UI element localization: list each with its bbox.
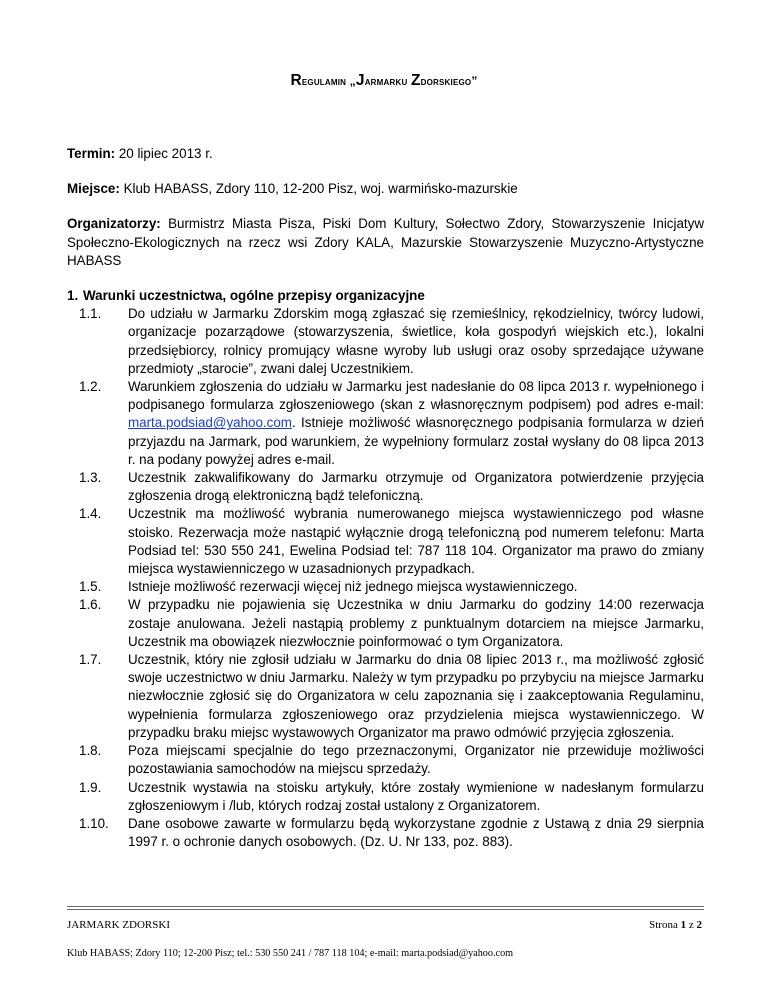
document-title bbox=[0, 72, 768, 90]
footer-title: JARMARK ZDORSKI bbox=[67, 919, 170, 931]
item-number: 1.10. bbox=[79, 815, 109, 831]
title-initial-r: R bbox=[290, 72, 302, 89]
termin-label: Termin: bbox=[67, 146, 116, 161]
title-part-3: dorskiego” bbox=[420, 74, 478, 88]
item-text: Uczestnik zakwalifikowany do Jarmarku otrzymuje od Organizatora potwierdzenie przyjęcia zgłoszenia drogą elektroniczną bądź telefoniczną. bbox=[128, 470, 704, 504]
email-link[interactable]: marta.podsiad@yahoo.com bbox=[128, 415, 292, 431]
rules-list bbox=[67, 305, 704, 851]
document-body bbox=[67, 145, 704, 851]
item-text: Do udziału w Jarmarku Zdorskim mogą zgłaszać się rzemieślnicy, rękodzielnicy, twórcy ludowi, organizacje pozarządowe (stowarzyszenia, świetlice, koła gospodyń wiejskich etc.), lokalni przedsiębiorcy, rolnicy promujący własne wyroby lub usługi oraz osoby sprzedające używane przedmioty „starocie”, zwani dalej Uczestnikiem. bbox=[128, 306, 704, 376]
termin-value: 20 lipiec 2013 r. bbox=[115, 146, 213, 161]
list-item bbox=[67, 815, 704, 851]
item-text: Uczestnik ma możliwość wybrania numerowanego miejsca wystawienniczego pod własne stoisko. Rezerwacja może nastąpić wyłącznie drogą telefoniczną pod numerem telefonu: Marta Podsiad tel: 530 550 241, Ewelina Podsiad tel: 787 118 104. Organizator ma prawo do zmiany miejsca wystawienniczego w uzasadnionych przypadkach. bbox=[128, 506, 704, 577]
list-item bbox=[67, 651, 704, 742]
miejsce-value: Klub HABASS, Zdory 110, 12-200 Pisz, woj. warmińsko-mazurskie bbox=[119, 181, 518, 197]
item-text-continued: . Istnieje możliwość własnoręcznego podpisania formularza w dzień przyjazdu na Jarmark, pod warunkiem, że wypełniony formularz został wysłany do 08 lipca 2013 r. na podany powyżej adres e-mail. bbox=[128, 415, 704, 467]
page-prefix: Strona bbox=[649, 919, 681, 931]
list-item bbox=[67, 779, 704, 815]
item-number: 1.6. bbox=[79, 597, 102, 613]
list-item bbox=[67, 469, 704, 505]
list-item bbox=[67, 378, 704, 469]
item-number: 1.4. bbox=[79, 506, 102, 522]
item-text: Dane osobowe zawarte w formularzu będą wykorzystane zgodnie z Ustawą z dnia 29 sierpnia 1997 r. o ochronie danych osobowych. (Dz. U. Nr 133, poz. 883). bbox=[128, 815, 704, 850]
item-number: 1.3. bbox=[79, 470, 102, 486]
item-number: 1.8. bbox=[79, 743, 102, 759]
footer-contact: Klub HABASS; Zdory 110; 12-200 Pisz; tel.: 530 550 241 / 787 118 104; e-mail: marta.podsiad@yahoo.com bbox=[67, 948, 514, 959]
item-number: 1.7. bbox=[79, 652, 102, 668]
organizatorzy-paragraph bbox=[67, 215, 704, 270]
item-text: W przypadku nie pojawienia się Uczestnika w dniu Jarmarku do godziny 14:00 rezerwacja zostaje anulowana. Jeżeli nastąpią problemy z punktualnym dotarciem na miejsce Jarmarku, Uczestnik ma obowiązek niezwłocznie poinformować o tym Organizatora. bbox=[128, 597, 704, 649]
section-heading bbox=[67, 287, 704, 305]
item-text: Uczestnik, który nie zgłosił udziału w Jarmarku do dnia 08 lipiec 2013 r., ma możliwość zgłosić swoje uczestnictwo w dniu Jarmarku. Należy w tym przypadku po przybyciu na miejsce Jarmarku niezwłocznie zgłosić się do Organizatora w celu zapoznania się i zaakceptowania Regulaminu, wypełnienia formularza zgłoszeniowego oraz przydzielenia miejsca wystawienniczego. W przypadku braku miejsc wystawowych Organizator ma prawo odmówić przyjęcia zgłoszenia. bbox=[128, 652, 704, 740]
miejsce-paragraph bbox=[67, 180, 704, 198]
section-number: 1. bbox=[67, 288, 79, 304]
item-number: 1.2. bbox=[79, 379, 102, 395]
title-part-1: egulamin „ bbox=[301, 74, 356, 88]
item-number: 1.1. bbox=[79, 306, 102, 322]
list-item bbox=[67, 505, 704, 578]
title-part-2: armarku bbox=[364, 74, 411, 88]
item-number: 1.5. bbox=[79, 579, 102, 595]
footer-divider bbox=[67, 906, 704, 907]
item-number: 1.9. bbox=[79, 779, 102, 795]
organizatorzy-value: Burmistrz Miasta Pisza, Piski Dom Kultury, Sołectwo Zdory, Stowarzyszenie Inicjatyw Społeczno-Ekologicznych na rzecz wsi Zdory KALA, Mazurskie Stowarzyszenie Muzyczno-Artystyczne HABASS bbox=[67, 216, 704, 268]
list-item bbox=[67, 305, 704, 378]
item-text: Uczestnik wystawia na stoisku artykuły, które zostały wymienione w nadesłanym formularzu zgłoszeniowym i /lub, których rodzaj został ustalony z Organizatorem. bbox=[128, 779, 704, 813]
page-current: 1 bbox=[680, 919, 687, 931]
footer-divider-thin bbox=[67, 909, 704, 910]
organizatorzy-label: Organizatorzy: bbox=[67, 216, 161, 232]
section-title: Warunki uczestnictwa, ogólne przepisy organizacyjne bbox=[83, 288, 425, 304]
termin-paragraph bbox=[67, 145, 704, 163]
page-total: 2 bbox=[696, 919, 702, 931]
item-text: Poza miejscami specjalnie do tego przeznaczonymi, Organizator nie przewiduje możliwości pozostawiania samochodów na miejscu sprzedaży. bbox=[128, 743, 704, 777]
page-separator: z bbox=[686, 919, 697, 931]
list-item bbox=[67, 742, 704, 778]
item-text: Istnieje możliwość rezerwacji więcej niż jednego miejsca wystawienniczego. bbox=[128, 579, 578, 595]
miejsce-label: Miejsce: bbox=[67, 181, 120, 197]
title-initial-z: Z bbox=[410, 72, 421, 89]
title-initial-j: J bbox=[355, 72, 365, 89]
page-number bbox=[649, 919, 702, 931]
item-text: Warunkiem zgłoszenia do udziału w Jarmarku jest nadesłanie do 08 lipca 2013 r. wypełnionego i podpisanego formularza zgłoszeniowego (skan z własnoręcznym podpisem) pod adres e-mail: bbox=[128, 379, 704, 413]
list-item bbox=[67, 596, 704, 651]
list-item bbox=[67, 578, 704, 596]
